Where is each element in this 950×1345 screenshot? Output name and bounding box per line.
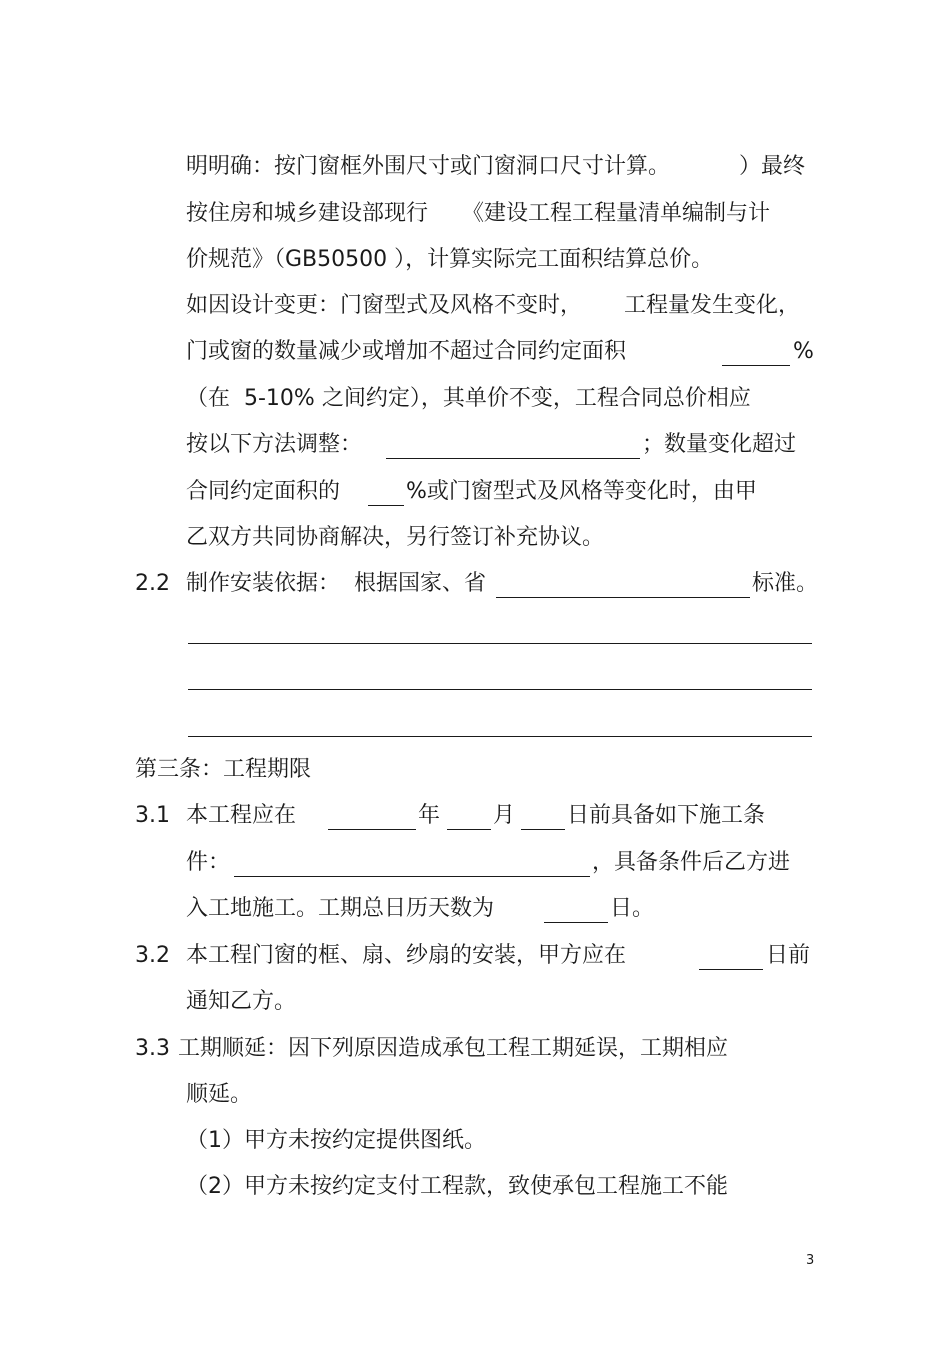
text-line: 工期顺延：因下列原因造成承包工程工期延误，工期相应 bbox=[178, 1036, 729, 1061]
text-line: 通知乙方。 bbox=[186, 989, 297, 1014]
list-item: （2）甲方未按约定支付工程款，致使承包工程施工不能 bbox=[186, 1174, 728, 1199]
blank-line bbox=[328, 829, 416, 830]
text-line: ；数量变化超过 bbox=[642, 432, 797, 457]
section-number: 2.2 bbox=[135, 571, 170, 596]
text-line: 门或窗的数量减少或增加不超过合同约定面积 bbox=[186, 339, 627, 364]
text-line: ，具备条件后乙方进 bbox=[592, 850, 791, 875]
text-line: %或门窗型式及风格等变化时，由甲 bbox=[406, 479, 757, 504]
section-number: 3.2 bbox=[135, 943, 170, 968]
text-line: 月 bbox=[493, 803, 516, 828]
text-line: 如因设计变更：门窗型式及风格不变时， bbox=[186, 293, 583, 318]
section-number: 3.1 bbox=[135, 803, 170, 828]
blank-line bbox=[521, 829, 565, 830]
text-line: 件： bbox=[186, 850, 231, 875]
text-line: 《建设工程工程量清单编制与计 bbox=[462, 201, 771, 226]
text-line: 合同约定面积的 bbox=[186, 479, 341, 504]
blank-line bbox=[699, 969, 763, 970]
text-line: （在 5-10% 之间约定），其单价不变，工程合同总价相应 bbox=[186, 386, 751, 411]
blank-line bbox=[447, 829, 491, 830]
blank-line bbox=[188, 643, 812, 644]
text-line: 制作安装依据： 根据国家、省 bbox=[186, 571, 486, 596]
text-line: 乙双方共同协商解决，另行签订补充协议。 bbox=[186, 525, 605, 550]
text-line: 本工程应在 bbox=[186, 803, 297, 828]
blank-line bbox=[188, 736, 812, 737]
list-item: （1）甲方未按约定提供图纸。 bbox=[186, 1128, 486, 1153]
text-line: % bbox=[793, 339, 814, 364]
text-line: 顺延。 bbox=[186, 1082, 253, 1107]
blank-line bbox=[544, 922, 608, 923]
text-line: 按住房和城乡建设部现行 bbox=[186, 201, 429, 226]
blank-line bbox=[188, 689, 812, 690]
text-line: 日。 bbox=[610, 896, 655, 921]
page-number: 3 bbox=[806, 1253, 815, 1268]
text-line: 入工地施工。工期总日历天数为 bbox=[186, 896, 495, 921]
text-line: 日前 bbox=[766, 943, 811, 968]
text-line: 本工程门窗的框、扇、纱扇的安装，甲方应在 bbox=[186, 943, 627, 968]
blank-line bbox=[368, 505, 404, 506]
text-line: 明明确：按门窗框外围尺寸或门窗洞口尺寸计算。 bbox=[186, 154, 671, 179]
section-number: 3.3 bbox=[135, 1036, 170, 1061]
blank-line bbox=[722, 365, 790, 366]
blank-line bbox=[386, 458, 640, 459]
text-line: 工程量发生变化， bbox=[624, 293, 801, 318]
text-line: ）最终 bbox=[739, 154, 806, 179]
article-heading: 第三条：工程期限 bbox=[135, 757, 312, 782]
text-line: 年 bbox=[418, 803, 441, 828]
text-line: 价规范》（GB50500 ），计算实际完工面积结算总价。 bbox=[186, 247, 714, 272]
text-line: 按以下方法调整： bbox=[186, 432, 363, 457]
text-line: 日前具备如下施工条 bbox=[567, 803, 766, 828]
text-line: 标准。 bbox=[752, 571, 819, 596]
blank-line bbox=[234, 876, 590, 877]
blank-line bbox=[496, 597, 750, 598]
